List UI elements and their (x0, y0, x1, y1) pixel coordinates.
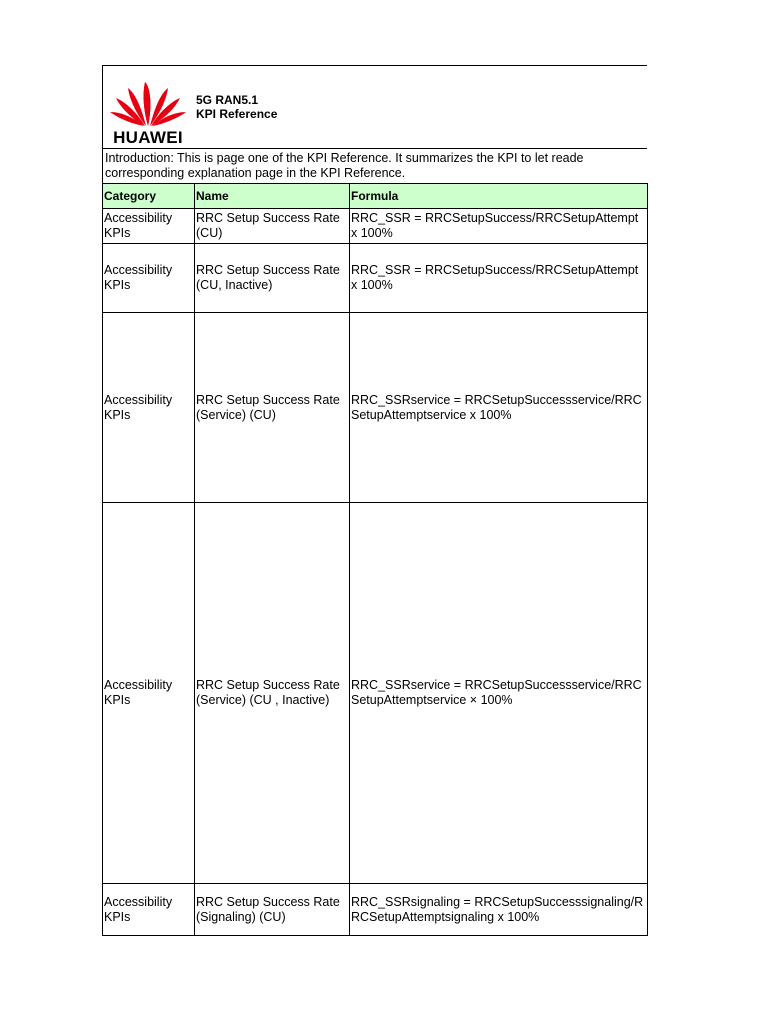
introduction-text (102, 149, 647, 183)
doc-name: KPI Reference (196, 107, 278, 121)
intro-line-2: corresponding explanation page in the KPI Reference. (105, 166, 406, 180)
formula-cell: RRC_SSRsignaling = RRCSetupSuccesssignaling/RRCSetupAttemptsignaling x 100% (350, 884, 648, 936)
kpi-table (102, 183, 648, 936)
name-cell: RRC Setup Success Rate (CU) (195, 209, 350, 244)
category-cell: Accessibility KPIs (103, 313, 195, 503)
column-header-category: Category (103, 184, 195, 209)
category-cell: Accessibility KPIs (103, 209, 195, 244)
intro-line-1: Introduction: This is page one of the KPI Reference. It summarizes the KPI to let reade (105, 151, 584, 165)
document-title (196, 93, 277, 121)
category-cell: Accessibility KPIs (103, 884, 195, 936)
table-row (103, 884, 648, 936)
table-row (103, 244, 648, 313)
formula-cell: RRC_SSR = RRCSetupSuccess/RRCSetupAttempt x 100% (350, 244, 648, 313)
table-row (103, 313, 648, 503)
name-cell: RRC Setup Success Rate (Service) (CU) (195, 313, 350, 503)
column-header-formula: Formula (350, 184, 648, 209)
sheet-header (102, 65, 647, 149)
name-cell: RRC Setup Success Rate (Service) (CU , Inactive) (195, 503, 350, 884)
table-row (103, 209, 648, 244)
table-header-row (103, 184, 648, 209)
table-row (103, 503, 648, 884)
formula-cell: RRC_SSR = RRCSetupSuccess/RRCSetupAttempt x 100% (350, 209, 648, 244)
category-cell: Accessibility KPIs (103, 244, 195, 313)
formula-cell: RRC_SSRservice = RRCSetupSuccessservice/RRCSetupAttemptservice × 100% (350, 503, 648, 884)
name-cell: RRC Setup Success Rate (CU, Inactive) (195, 244, 350, 313)
formula-cell: RRC_SSRservice = RRCSetupSuccessservice/RRCSetupAttemptservice x 100% (350, 313, 648, 503)
kpi-sheet (102, 65, 647, 936)
product-name: 5G RAN5.1 (196, 93, 259, 107)
name-cell: RRC Setup Success Rate (Signaling) (CU) (195, 884, 350, 936)
logo-wordmark: HUAWEI (113, 128, 183, 147)
category-cell: Accessibility KPIs (103, 503, 195, 884)
column-header-name: Name (195, 184, 350, 209)
